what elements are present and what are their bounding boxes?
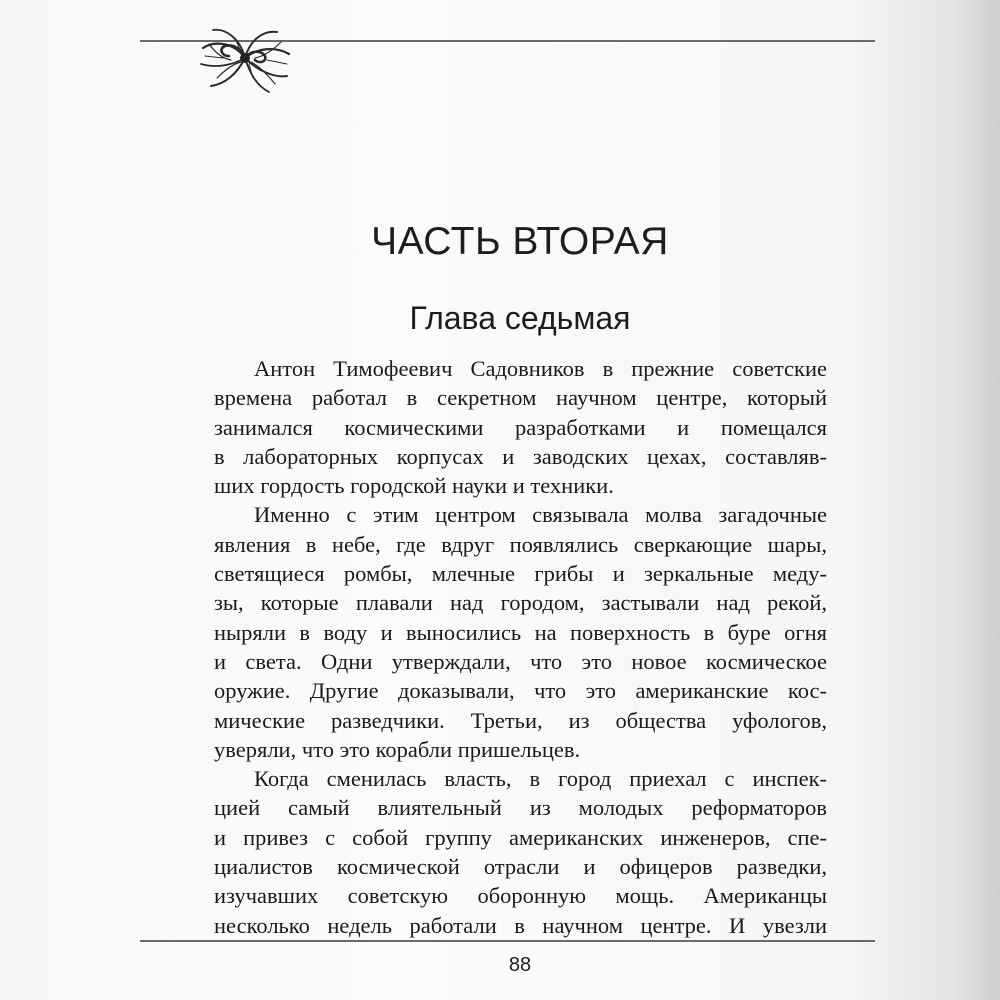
footer-rule	[140, 940, 875, 942]
page-edge-shadow	[850, 0, 1000, 1000]
text-line: изучавших советскую оборонную мощь. Американцы	[214, 883, 827, 909]
text-line: мические разведчики. Третьи, из общества уфологов,	[214, 707, 827, 733]
text-line: Именно с этим центром связывала молва загадочные	[254, 502, 827, 528]
text-line: светящиеся ромбы, млечные грибы и зеркальные меду-	[214, 561, 827, 587]
text-line: и привез с собой группу американских инженеров, спе-	[214, 824, 827, 850]
text-line: в лабораторных корпусах и заводских цехах, составляв-	[214, 443, 827, 469]
text-line: ныряли в воду и выносились на поверхность в буре огня	[214, 619, 827, 645]
text-line: несколько недель работали в научном центре. И увезли	[214, 912, 827, 938]
text-line: циалистов космической отрасли и офицеров разведки,	[214, 854, 827, 880]
text-line: Антон Тимофеевич Садовников в прежние советские	[254, 356, 827, 381]
text-line: цией самый влиятельный из молодых реформаторов	[214, 795, 827, 821]
text-line: оружие. Другие доказывали, что это американские кос-	[214, 678, 827, 704]
text-line: уверяли, что это корабли пришельцев.	[214, 736, 581, 762]
text-line: и света. Одни утверждали, что это новое космическое	[214, 648, 827, 674]
text-line: занимался космическими разработками и помещался	[214, 414, 827, 440]
decorative-ornament-icon	[195, 18, 295, 98]
text-line: времена работал в секретном научном центре, который	[214, 385, 827, 411]
chapter-title: Глава седьмая	[409, 300, 631, 336]
page-number: 88	[508, 954, 532, 976]
text-line: явления в небе, где вдруг появлялись сверкающие шары,	[214, 531, 827, 557]
chapter-body-text	[214, 354, 827, 940]
text-line: Когда сменилась власть, в город приехал с инспек-	[254, 766, 827, 792]
text-line: зы, которые плавали над городом, застывали над рекой,	[214, 590, 827, 616]
part-title: ЧАСТЬ ВТОРАЯ	[371, 220, 669, 263]
text-line: ших гордость городской науки и техники.	[214, 473, 614, 499]
